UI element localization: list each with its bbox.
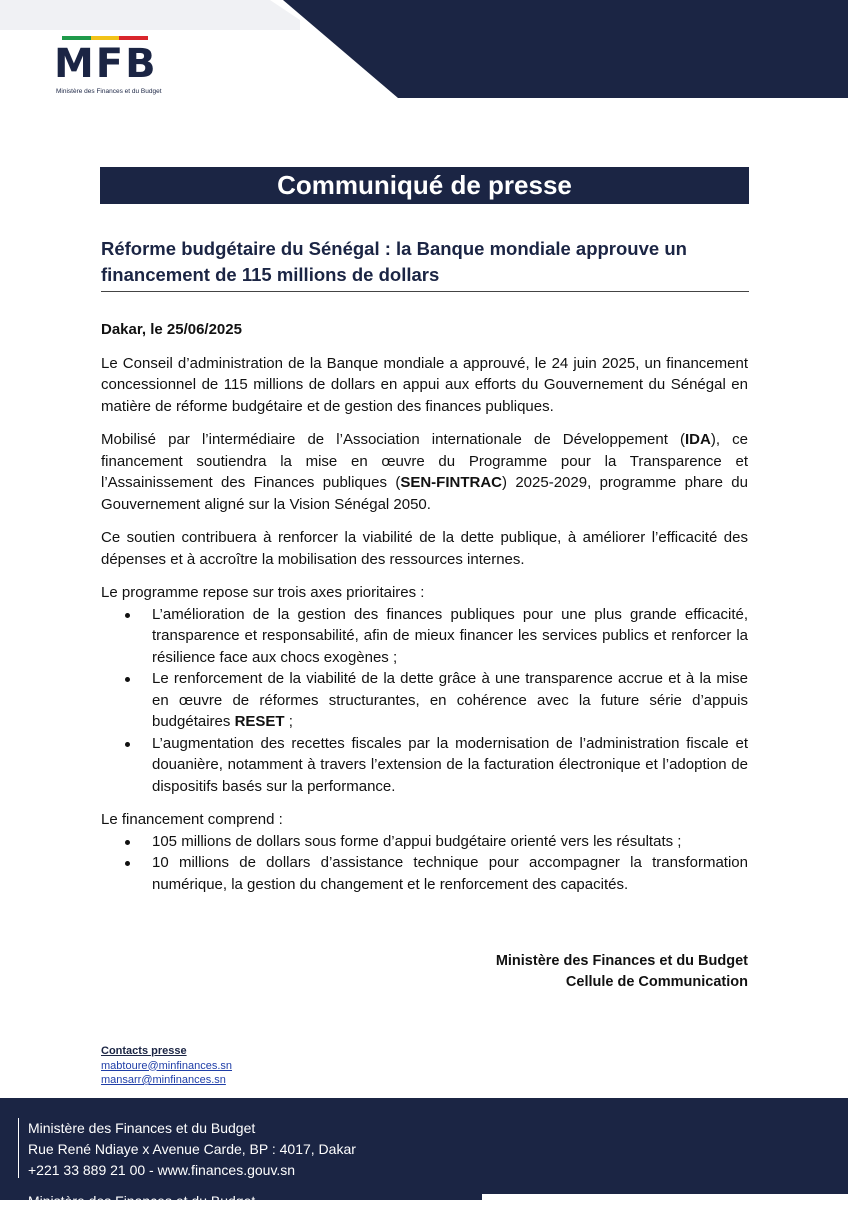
reset-acronym: RESET <box>234 713 285 730</box>
signature-ministry: Ministère des Finances et du Budget <box>495 953 748 969</box>
axis-item-tail: ; <box>284 713 293 730</box>
axis-item-text: L’amélioration de la gestion des finances publiques pour une plus grande efficacité, transparence et responsabilité, afin de mieux financer les services publics et renforcer la résilience face aux chocs exogènes ; <box>152 605 748 666</box>
p2-text-c: ), ce financement soutiendra la mise en œuvre du Programme pour la Transparence et l’Assainissement des Finances publiques ( <box>101 431 748 491</box>
page-title: Communiqué de presse <box>277 170 572 200</box>
financing-item-text: 105 millions de dollars sous forme d’appui budgétaire orienté vers les résultats ; <box>152 832 682 850</box>
paragraph-support: Ce soutien contribuera à renforcer la viabilité de la dette publique, à améliorer l’efficacité des dépenses et à accroître la mobilisation des ressources internes. <box>101 529 748 568</box>
sen-fintrac-acronym: SEN-FINTRAC <box>400 474 502 491</box>
title-banner <box>100 167 749 204</box>
press-contacts <box>101 1044 232 1088</box>
list-item <box>101 668 748 733</box>
paragraph-ida <box>101 429 748 515</box>
contact-email-link[interactable]: mansarr@minfinances.sn <box>101 1074 226 1086</box>
press-release-headline: Réforme budgétaire du Sénégal : la Banque mondiale approuve un financement de 115 millions de dollars <box>101 238 687 285</box>
press-release-body <box>101 319 748 907</box>
p2-text-a: Mobilisé par l’intermédiaire de l’Association internationale de Développement ( <box>101 431 685 448</box>
financing-item-text: 10 millions de dollars d’assistance technique pour accompagner la transformation numérique, la gestion du changement et le renforcement des capacités. <box>152 854 748 893</box>
financing-list <box>101 831 748 896</box>
ida-acronym: IDA <box>685 431 711 448</box>
footer-corner-box <box>482 1194 848 1200</box>
footer-accent-bar <box>18 1118 19 1178</box>
axis-item-text: Le renforcement de la viabilité de la dette grâce à une transparence accrue et à la mise en œuvre de réformes structurantes, en cohérence avec la future série d’appuis budgétaires <box>152 670 748 730</box>
bullet-icon <box>125 677 130 682</box>
p2-text-e: ) 2025-2029, programme phare du Gouvernement aligné sur la Vision Sénégal 2050. <box>101 474 748 513</box>
axis-item-text: L’augmentation des recettes fiscales par la modernisation de l’administration fiscale et douanière, notamment à travers l’extension de la facturation électronique et l’adoption de dispositifs basés sur la performance. <box>152 734 748 795</box>
contact-email-link[interactable]: mabtoure@minfinances.sn <box>101 1059 233 1072</box>
bullet-icon <box>125 742 130 747</box>
axes-list <box>101 604 748 798</box>
logo-subtitle: Ministère des Finances et du Budget <box>56 88 162 95</box>
bullet-icon <box>125 840 130 845</box>
dateline: Dakar, le 25/06/2025 <box>101 321 242 338</box>
mfb-logo <box>54 36 174 100</box>
list-item <box>101 831 748 853</box>
footer <box>0 1098 848 1209</box>
flag-stripes <box>62 36 148 40</box>
footer-phone-website: +221 33 889 21 00 - www.finances.gouv.sn <box>28 1162 296 1178</box>
logo-text: MFB <box>54 41 158 87</box>
financing-intro: Le financement comprend : <box>101 811 283 828</box>
signature-unit: Cellule de Communication <box>565 974 748 990</box>
contacts-heading: Contacts presse <box>101 1045 187 1057</box>
footer-ministry: Ministère des Finances et du Budget <box>28 1120 256 1136</box>
footer-address <box>28 1118 356 1181</box>
bullet-icon <box>125 861 130 866</box>
list-item <box>101 733 748 798</box>
footer-cut-line: Ministère des Finances et du Budget <box>28 1193 256 1209</box>
list-item <box>101 604 748 669</box>
signature-block <box>496 951 748 993</box>
headline-divider <box>101 291 749 292</box>
footer-street: Rue René Ndiaye x Avenue Carde, BP : 4017, Dakar <box>28 1141 356 1157</box>
list-item <box>101 852 748 895</box>
axes-intro: Le programme repose sur trois axes prioritaires : <box>101 584 425 601</box>
bullet-icon <box>125 613 130 618</box>
paragraph-approval: Le Conseil d’administration de la Banque mondiale a approuvé, le 24 juin 2025, un financement concessionnel de 115 millions de dollars en appui aux efforts du Gouvernement du Sénégal en matière de réforme budgétaire et de gestion des finances publiques. <box>101 354 748 415</box>
